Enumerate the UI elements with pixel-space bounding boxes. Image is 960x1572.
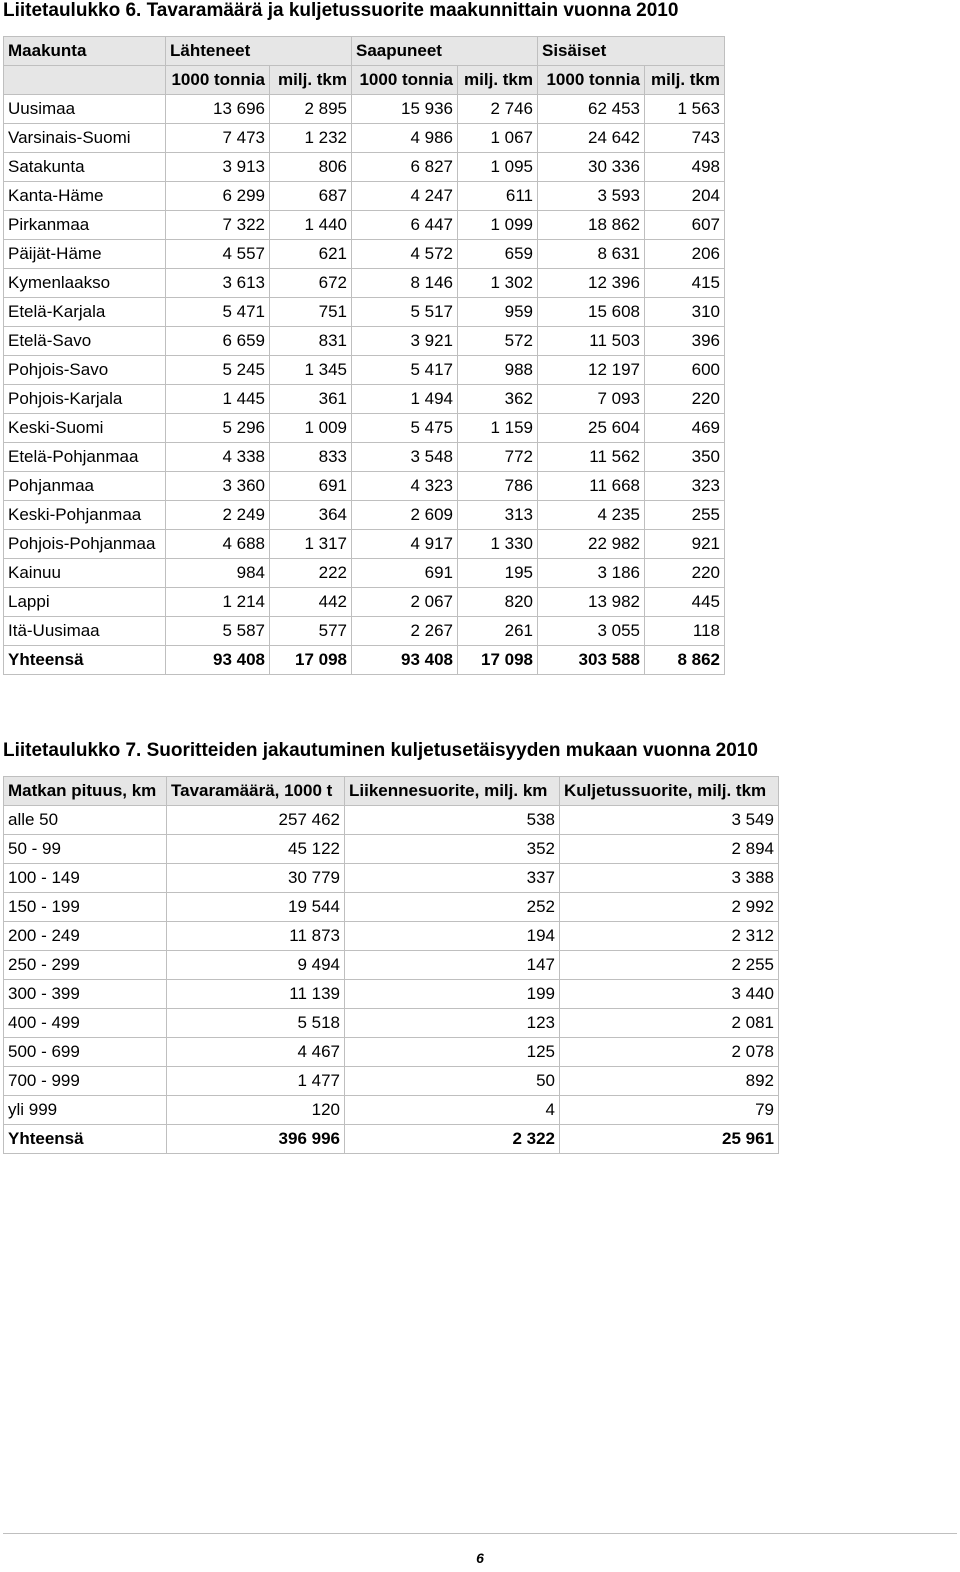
- table-cell: 4 572: [352, 240, 458, 269]
- table-cell: 206: [645, 240, 725, 269]
- table-cell: 12 396: [538, 269, 645, 298]
- table7: [3, 776, 779, 1154]
- table-row: [4, 1067, 779, 1096]
- table-cell: 691: [270, 472, 352, 501]
- region-name: Kymenlaakso: [4, 269, 166, 298]
- region-name: Satakunta: [4, 153, 166, 182]
- table-cell: 3 388: [560, 864, 779, 893]
- table-cell: 199: [345, 980, 560, 1009]
- column-header: Tavaramäärä, 1000 t: [167, 777, 345, 806]
- table-row: [4, 617, 725, 646]
- table-cell: 6 659: [166, 327, 270, 356]
- table-cell: 261: [458, 617, 538, 646]
- region-name: Pohjois-Savo: [4, 356, 166, 385]
- table-cell: 7 322: [166, 211, 270, 240]
- table-cell: 691: [352, 559, 458, 588]
- table-cell: 8 146: [352, 269, 458, 298]
- table-cell: 2 609: [352, 501, 458, 530]
- table-cell: 3 921: [352, 327, 458, 356]
- page-number: 6: [476, 1550, 484, 1566]
- table-cell: 6 447: [352, 211, 458, 240]
- table-cell: 25 604: [538, 414, 645, 443]
- table-cell: 323: [645, 472, 725, 501]
- table-cell: 3 186: [538, 559, 645, 588]
- table-row: [4, 922, 779, 951]
- table-cell: 4 247: [352, 182, 458, 211]
- table-cell: 120: [167, 1096, 345, 1125]
- region-name: Pohjois-Karjala: [4, 385, 166, 414]
- distance-range: 300 - 399: [4, 980, 167, 1009]
- table-cell: 13 696: [166, 95, 270, 124]
- unit-header: 1000 tonnia: [538, 66, 645, 95]
- table-cell: 1 330: [458, 530, 538, 559]
- total-label: Yhteensä: [4, 646, 166, 675]
- table-cell: 988: [458, 356, 538, 385]
- table-cell: 1 099: [458, 211, 538, 240]
- table-cell: 607: [645, 211, 725, 240]
- table-row: [4, 385, 725, 414]
- table-cell: 9 494: [167, 951, 345, 980]
- table-cell: 469: [645, 414, 725, 443]
- distance-range: 400 - 499: [4, 1009, 167, 1038]
- table-cell: 220: [645, 559, 725, 588]
- table-cell: 1 440: [270, 211, 352, 240]
- total-cell: 93 408: [352, 646, 458, 675]
- region-name: Etelä-Savo: [4, 327, 166, 356]
- table-row: [4, 443, 725, 472]
- unit-header: 1000 tonnia: [166, 66, 270, 95]
- table-cell: 4 688: [166, 530, 270, 559]
- table-cell: 1 159: [458, 414, 538, 443]
- unit-header: milj. tkm: [645, 66, 725, 95]
- table-cell: 538: [345, 806, 560, 835]
- table-cell: 222: [270, 559, 352, 588]
- table-cell: 364: [270, 501, 352, 530]
- total-cell: 303 588: [538, 646, 645, 675]
- region-name: Uusimaa: [4, 95, 166, 124]
- table-cell: 2 249: [166, 501, 270, 530]
- table-cell: 3 613: [166, 269, 270, 298]
- table-row: [4, 501, 725, 530]
- table-row: [4, 835, 779, 864]
- table-cell: 921: [645, 530, 725, 559]
- table-cell: 1 494: [352, 385, 458, 414]
- table7-title: Liitetaulukko 7. Suoritteiden jakautuminen kuljetusetäisyyden mukaan vuonna 2010: [3, 740, 758, 761]
- table-cell: 194: [345, 922, 560, 951]
- table-cell: 7 093: [538, 385, 645, 414]
- table-cell: 11 668: [538, 472, 645, 501]
- table-cell: 352: [345, 835, 560, 864]
- total-cell: 17 098: [458, 646, 538, 675]
- table-row: [4, 980, 779, 1009]
- region-name: Pirkanmaa: [4, 211, 166, 240]
- table-cell: 659: [458, 240, 538, 269]
- distance-range: 500 - 699: [4, 1038, 167, 1067]
- table-cell: 1 317: [270, 530, 352, 559]
- table-cell: 3 593: [538, 182, 645, 211]
- column-header: Matkan pituus, km: [4, 777, 167, 806]
- table-cell: 4 323: [352, 472, 458, 501]
- table-cell: 4 235: [538, 501, 645, 530]
- distance-range: 100 - 149: [4, 864, 167, 893]
- table-cell: 2 255: [560, 951, 779, 980]
- table-cell: 4 986: [352, 124, 458, 153]
- table-row: [4, 893, 779, 922]
- table-cell: 831: [270, 327, 352, 356]
- table-cell: 257 462: [167, 806, 345, 835]
- region-name: Päijät-Häme: [4, 240, 166, 269]
- table-cell: 7 473: [166, 124, 270, 153]
- table-cell: 442: [270, 588, 352, 617]
- table-row: [4, 951, 779, 980]
- table-cell: 147: [345, 951, 560, 980]
- table-row: [4, 1038, 779, 1067]
- table6-unit-header-row: [4, 66, 725, 95]
- table-cell: 15 936: [352, 95, 458, 124]
- table-cell: 445: [645, 588, 725, 617]
- table-cell: 3 360: [166, 472, 270, 501]
- table-row: [4, 1096, 779, 1125]
- table-cell: 572: [458, 327, 538, 356]
- table-cell: 2 267: [352, 617, 458, 646]
- table-cell: 255: [645, 501, 725, 530]
- table-row: [4, 269, 725, 298]
- table-cell: 2 895: [270, 95, 352, 124]
- table-cell: 4 338: [166, 443, 270, 472]
- table-row: [4, 806, 779, 835]
- table-cell: 24 642: [538, 124, 645, 153]
- table-cell: 772: [458, 443, 538, 472]
- table-cell: 30 336: [538, 153, 645, 182]
- distance-range: 200 - 249: [4, 922, 167, 951]
- table7-header-row: [4, 777, 779, 806]
- table-cell: 1 477: [167, 1067, 345, 1096]
- table-row: [4, 356, 725, 385]
- table-cell: 220: [645, 385, 725, 414]
- table-cell: 8 631: [538, 240, 645, 269]
- table-cell: 30 779: [167, 864, 345, 893]
- table-row: [4, 153, 725, 182]
- unit-header: milj. tkm: [270, 66, 352, 95]
- table-cell: 3 913: [166, 153, 270, 182]
- distance-range: 150 - 199: [4, 893, 167, 922]
- table-row: [4, 240, 725, 269]
- table-cell: 12 197: [538, 356, 645, 385]
- table6: [3, 36, 725, 675]
- distance-range: 250 - 299: [4, 951, 167, 980]
- footer-divider: [3, 1533, 957, 1534]
- total-cell: 2 322: [345, 1125, 560, 1154]
- region-name: Kainuu: [4, 559, 166, 588]
- table-cell: 125: [345, 1038, 560, 1067]
- table-cell: 313: [458, 501, 538, 530]
- table6-title: Liitetaulukko 6. Tavaramäärä ja kuljetussuorite maakunnittain vuonna 2010: [3, 0, 679, 21]
- table-cell: 959: [458, 298, 538, 327]
- unit-header: [4, 66, 166, 95]
- distance-range: yli 999: [4, 1096, 167, 1125]
- total-cell: 25 961: [560, 1125, 779, 1154]
- table-cell: 2 081: [560, 1009, 779, 1038]
- table-cell: 806: [270, 153, 352, 182]
- table-cell: 118: [645, 617, 725, 646]
- total-cell: 93 408: [166, 646, 270, 675]
- region-name: Pohjois-Pohjanmaa: [4, 530, 166, 559]
- table-cell: 1 345: [270, 356, 352, 385]
- region-name: Etelä-Karjala: [4, 298, 166, 327]
- table-cell: 3 055: [538, 617, 645, 646]
- table-cell: 11 873: [167, 922, 345, 951]
- table-row: [4, 95, 725, 124]
- table-cell: 2 746: [458, 95, 538, 124]
- table-cell: 350: [645, 443, 725, 472]
- table-cell: 3 548: [352, 443, 458, 472]
- table7-total-row: [4, 1125, 779, 1154]
- total-label: Yhteensä: [4, 1125, 167, 1154]
- unit-header: 1000 tonnia: [352, 66, 458, 95]
- region-name: Keski-Pohjanmaa: [4, 501, 166, 530]
- table-cell: 577: [270, 617, 352, 646]
- table-cell: 50: [345, 1067, 560, 1096]
- table-cell: 2 312: [560, 922, 779, 951]
- table-row: [4, 327, 725, 356]
- distance-range: 700 - 999: [4, 1067, 167, 1096]
- table-cell: 1 009: [270, 414, 352, 443]
- table-cell: 984: [166, 559, 270, 588]
- table-cell: 611: [458, 182, 538, 211]
- table-cell: 415: [645, 269, 725, 298]
- table-cell: 5 517: [352, 298, 458, 327]
- table7-body: [4, 777, 779, 1154]
- table-cell: 600: [645, 356, 725, 385]
- region-name: Varsinais-Suomi: [4, 124, 166, 153]
- table-cell: 1 563: [645, 95, 725, 124]
- column-group-header: Maakunta: [4, 37, 166, 66]
- table-cell: 6 299: [166, 182, 270, 211]
- region-name: Kanta-Häme: [4, 182, 166, 211]
- table-cell: 2 078: [560, 1038, 779, 1067]
- table-cell: 45 122: [167, 835, 345, 864]
- table-cell: 396: [645, 327, 725, 356]
- table-cell: 4 557: [166, 240, 270, 269]
- table6-total-row: [4, 646, 725, 675]
- table-cell: 22 982: [538, 530, 645, 559]
- column-header: Kuljetussuorite, milj. tkm: [560, 777, 779, 806]
- total-cell: 17 098: [270, 646, 352, 675]
- region-name: Itä-Uusimaa: [4, 617, 166, 646]
- table-cell: 62 453: [538, 95, 645, 124]
- table-cell: 11 139: [167, 980, 345, 1009]
- table-cell: 310: [645, 298, 725, 327]
- table-cell: 1 214: [166, 588, 270, 617]
- table-cell: 19 544: [167, 893, 345, 922]
- column-group-header: Saapuneet: [352, 37, 538, 66]
- total-cell: 396 996: [167, 1125, 345, 1154]
- table-cell: 672: [270, 269, 352, 298]
- column-header: Liikennesuorite, milj. km: [345, 777, 560, 806]
- region-name: Keski-Suomi: [4, 414, 166, 443]
- table-cell: 11 562: [538, 443, 645, 472]
- table-cell: 11 503: [538, 327, 645, 356]
- column-group-header: Sisäiset: [538, 37, 725, 66]
- distance-range: alle 50: [4, 806, 167, 835]
- table-cell: 79: [560, 1096, 779, 1125]
- table-cell: 4 467: [167, 1038, 345, 1067]
- table-row: [4, 298, 725, 327]
- table-cell: 4 917: [352, 530, 458, 559]
- table-row: [4, 559, 725, 588]
- table-cell: 361: [270, 385, 352, 414]
- table-cell: 4: [345, 1096, 560, 1125]
- table-row: [4, 530, 725, 559]
- table6-body: [4, 37, 725, 675]
- table-cell: 892: [560, 1067, 779, 1096]
- column-group-header: Lähteneet: [166, 37, 352, 66]
- table-cell: 1 095: [458, 153, 538, 182]
- table-cell: 3 440: [560, 980, 779, 1009]
- region-name: Etelä-Pohjanmaa: [4, 443, 166, 472]
- table-cell: 204: [645, 182, 725, 211]
- table-cell: 2 894: [560, 835, 779, 864]
- table-cell: 123: [345, 1009, 560, 1038]
- table-cell: 337: [345, 864, 560, 893]
- region-name: Pohjanmaa: [4, 472, 166, 501]
- table-cell: 820: [458, 588, 538, 617]
- table-cell: 1 067: [458, 124, 538, 153]
- table-cell: 5 471: [166, 298, 270, 327]
- table-cell: 751: [270, 298, 352, 327]
- region-name: Lappi: [4, 588, 166, 617]
- table-cell: 621: [270, 240, 352, 269]
- table-cell: 5 518: [167, 1009, 345, 1038]
- table-cell: 18 862: [538, 211, 645, 240]
- table-cell: 15 608: [538, 298, 645, 327]
- table-cell: 1 445: [166, 385, 270, 414]
- table-row: [4, 1009, 779, 1038]
- table-cell: 3 549: [560, 806, 779, 835]
- table6-group-header-row: [4, 37, 725, 66]
- table-cell: 1 232: [270, 124, 352, 153]
- table-cell: 1 302: [458, 269, 538, 298]
- table-row: [4, 124, 725, 153]
- table-row: [4, 472, 725, 501]
- table-cell: 195: [458, 559, 538, 588]
- table-cell: 6 827: [352, 153, 458, 182]
- table-row: [4, 211, 725, 240]
- table-cell: 5 475: [352, 414, 458, 443]
- table-cell: 743: [645, 124, 725, 153]
- unit-header: milj. tkm: [458, 66, 538, 95]
- table-cell: 2 992: [560, 893, 779, 922]
- table-cell: 13 982: [538, 588, 645, 617]
- table-cell: 786: [458, 472, 538, 501]
- table-cell: 5 417: [352, 356, 458, 385]
- table-cell: 362: [458, 385, 538, 414]
- table-cell: 5 296: [166, 414, 270, 443]
- table-cell: 2 067: [352, 588, 458, 617]
- table-cell: 5 587: [166, 617, 270, 646]
- table-cell: 687: [270, 182, 352, 211]
- table-cell: 5 245: [166, 356, 270, 385]
- table-row: [4, 182, 725, 211]
- table-row: [4, 588, 725, 617]
- table-cell: 833: [270, 443, 352, 472]
- distance-range: 50 - 99: [4, 835, 167, 864]
- total-cell: 8 862: [645, 646, 725, 675]
- table-cell: 252: [345, 893, 560, 922]
- table-row: [4, 864, 779, 893]
- table-cell: 498: [645, 153, 725, 182]
- table-row: [4, 414, 725, 443]
